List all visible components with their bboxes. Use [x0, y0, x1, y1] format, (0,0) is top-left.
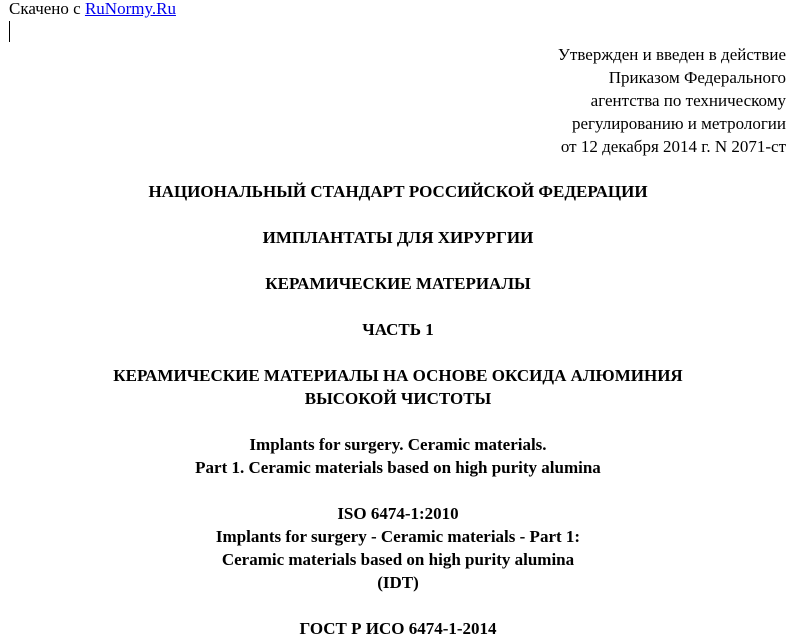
approval-line: Утвержден и введен в действие: [557, 45, 786, 64]
part-heading: ЧАСТЬ 1: [362, 320, 434, 339]
gost-number: ГОСТ Р ИСО 6474-1-2014: [299, 619, 497, 638]
approval-block: [558, 43, 786, 158]
iso-title-line: Ceramic materials based on high purity alumina: [221, 550, 575, 569]
iso-equivalence: (IDT): [377, 573, 419, 592]
approval-line: регулированию и метрологии: [571, 114, 786, 133]
part-title-line: КЕРАМИЧЕСКИЕ МАТЕРИАЛЫ НА ОСНОВЕ ОКСИДА АЛЮМИНИЯ: [113, 366, 683, 385]
text-cursor: [9, 21, 10, 42]
approval-line: Приказом Федерального: [608, 68, 786, 87]
iso-number: ISO 6474-1:2010: [337, 504, 459, 523]
subject-heading: ИМПЛАНТАТЫ ДЛЯ ХИРУРГИИ: [262, 228, 534, 247]
english-title-line: Implants for surgery. Ceramic materials.: [249, 435, 547, 454]
iso-title-line: Implants for surgery - Ceramic materials - Part 1:: [215, 527, 581, 546]
standard-title: НАЦИОНАЛЬНЫЙ СТАНДАРТ РОССИЙСКОЙ ФЕДЕРАЦИИ: [148, 182, 648, 201]
english-title: [0, 433, 790, 479]
approval-line: от 12 декабря 2014 г. N 2071-ст: [560, 137, 786, 156]
source-line: [9, 0, 176, 20]
materials-heading: КЕРАМИЧЕСКИЕ МАТЕРИАЛЫ: [265, 274, 531, 293]
approval-line: агентства по техническому: [590, 91, 786, 110]
source-prefix: Скачено с: [9, 0, 85, 18]
english-title-line: Part 1. Ceramic materials based on high purity alumina: [195, 458, 601, 477]
part-title: [0, 364, 790, 410]
part-title-line: ВЫСОКОЙ ЧИСТОТЫ: [304, 389, 492, 408]
iso-block: [0, 502, 790, 594]
runormy-link[interactable]: RuNormy.Ru: [84, 0, 176, 18]
